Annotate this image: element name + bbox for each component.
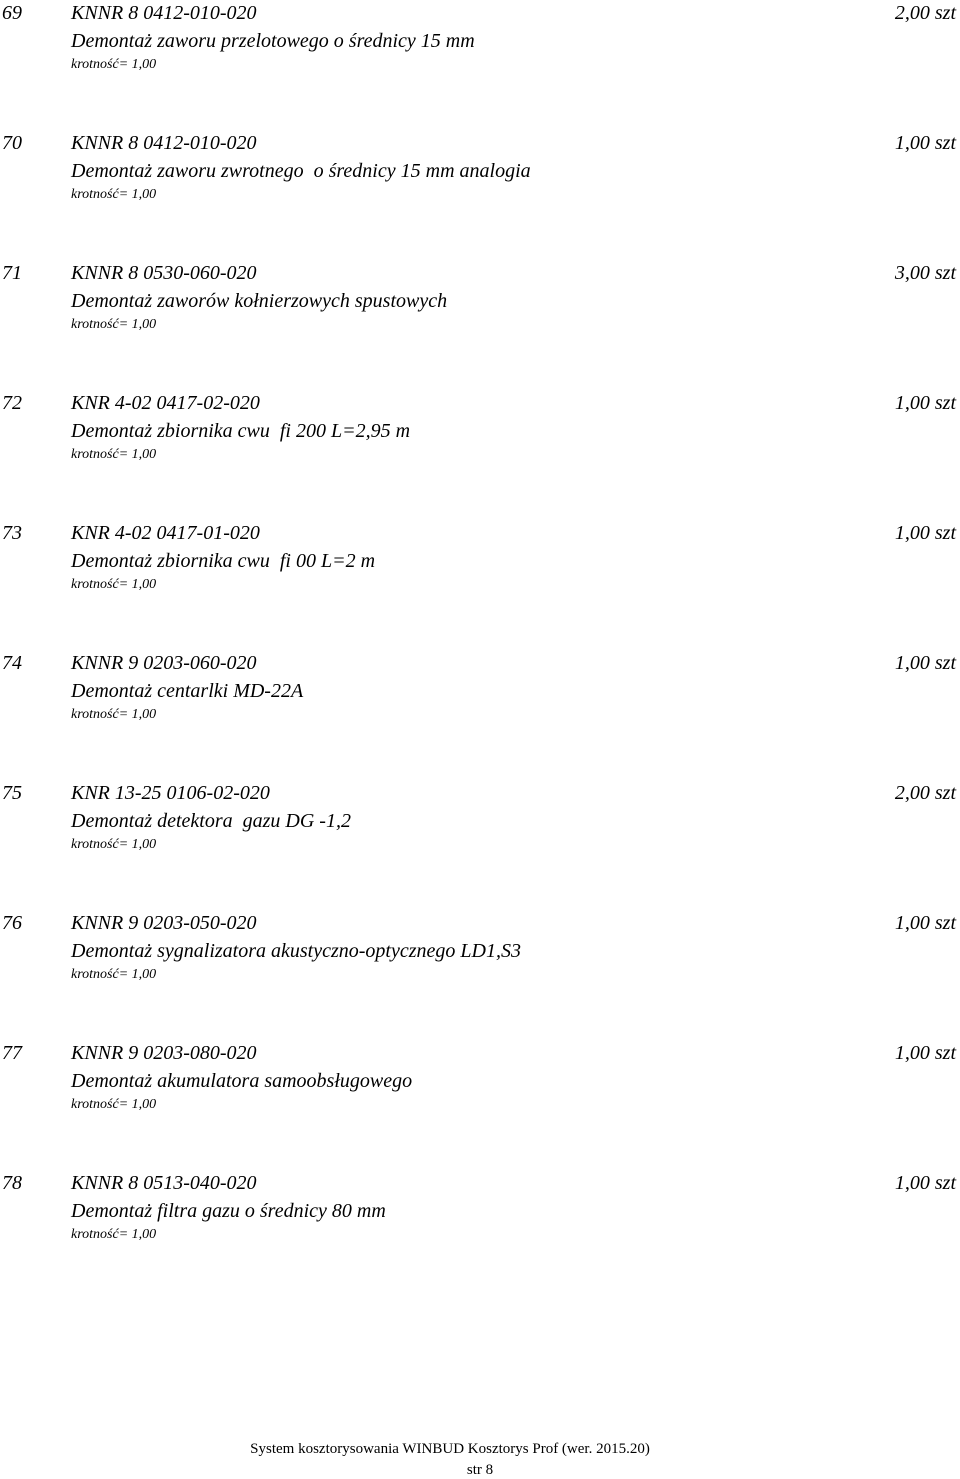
entry-code: KNR 4-02 0417-02-020 xyxy=(71,392,260,414)
entry-code: KNNR 8 0530-060-020 xyxy=(71,262,257,284)
entry-quantity: 1,00 szt xyxy=(894,912,956,934)
entry-multiplier: krotność= 1,00 xyxy=(71,707,157,722)
entry-description: Demontaż zaworu przelotowego o średnicy 15 mm xyxy=(71,30,475,52)
entry-76 xyxy=(0,912,960,1049)
footer-system-info: System kosztorysowania WINBUD Kosztorys Prof (wer. 2015.20) xyxy=(250,1441,650,1457)
entry-75 xyxy=(0,782,960,919)
entry-77 xyxy=(0,1042,960,1179)
entry-multiplier: krotność= 1,00 xyxy=(71,967,157,982)
entry-number: 78 xyxy=(2,1172,22,1194)
entry-code: KNNR 8 0513-040-020 xyxy=(71,1172,257,1194)
entry-quantity: 1,00 szt xyxy=(894,1042,956,1064)
entry-74 xyxy=(0,652,960,789)
entry-quantity: 3,00 szt xyxy=(894,262,956,284)
entry-code: KNR 13-25 0106-02-020 xyxy=(71,782,270,804)
entry-70 xyxy=(0,132,960,269)
entry-number: 69 xyxy=(2,2,22,24)
entry-description: Demontaż filtra gazu o średnicy 80 mm xyxy=(71,1200,386,1222)
entry-code: KNNR 9 0203-080-020 xyxy=(71,1042,257,1064)
entry-description: Demontaż sygnalizatora akustyczno-optycznego LD1,S3 xyxy=(71,940,521,962)
entry-number: 71 xyxy=(2,262,22,284)
entry-description: Demontaż detektora gazu DG -1,2 xyxy=(71,810,351,832)
entry-quantity: 1,00 szt xyxy=(894,132,956,154)
entry-multiplier: krotność= 1,00 xyxy=(71,57,157,72)
entry-multiplier: krotność= 1,00 xyxy=(71,317,157,332)
entry-72 xyxy=(0,392,960,529)
entry-quantity: 1,00 szt xyxy=(894,1172,956,1194)
entry-description: Demontaż zaworów kołnierzowych spustowych xyxy=(71,290,448,312)
entry-78 xyxy=(0,1172,960,1309)
entry-number: 73 xyxy=(2,522,22,544)
footer-page-number: str 8 xyxy=(466,1462,494,1478)
entry-description: Demontaż zbiornika cwu fi 200 L=2,95 m xyxy=(71,420,411,442)
entry-multiplier: krotność= 1,00 xyxy=(71,1227,157,1242)
entry-number: 75 xyxy=(2,782,22,804)
entry-code: KNR 4-02 0417-01-020 xyxy=(71,522,260,544)
entry-description: Demontaż zbiornika cwu fi 00 L=2 m xyxy=(71,550,376,572)
entry-multiplier: krotność= 1,00 xyxy=(71,187,157,202)
entry-code: KNNR 9 0203-060-020 xyxy=(71,652,257,674)
entry-number: 76 xyxy=(2,912,22,934)
entry-71 xyxy=(0,262,960,399)
entry-quantity: 1,00 szt xyxy=(894,392,956,414)
entry-multiplier: krotność= 1,00 xyxy=(71,837,157,852)
entry-quantity: 1,00 szt xyxy=(894,522,956,544)
entry-description: Demontaż centarlki MD-22A xyxy=(71,680,304,702)
entry-code: KNNR 9 0203-050-020 xyxy=(71,912,257,934)
entry-number: 70 xyxy=(2,132,22,154)
entry-number: 72 xyxy=(2,392,22,414)
entry-number: 77 xyxy=(2,1042,22,1064)
entry-quantity: 1,00 szt xyxy=(894,652,956,674)
entry-73 xyxy=(0,522,960,659)
entry-multiplier: krotność= 1,00 xyxy=(71,1097,157,1112)
entry-code: KNNR 8 0412-010-020 xyxy=(71,132,257,154)
entry-69 xyxy=(0,2,960,139)
entry-description: Demontaż akumulatora samoobsługowego xyxy=(71,1070,413,1092)
entry-multiplier: krotność= 1,00 xyxy=(71,577,157,592)
entry-code: KNNR 8 0412-010-020 xyxy=(71,2,257,24)
entry-multiplier: krotność= 1,00 xyxy=(71,447,157,462)
entry-number: 74 xyxy=(2,652,22,674)
entry-quantity: 2,00 szt xyxy=(894,2,956,24)
entry-quantity: 2,00 szt xyxy=(894,782,956,804)
entry-description: Demontaż zaworu zwrotnego o średnicy 15 mm analogia xyxy=(71,160,531,182)
